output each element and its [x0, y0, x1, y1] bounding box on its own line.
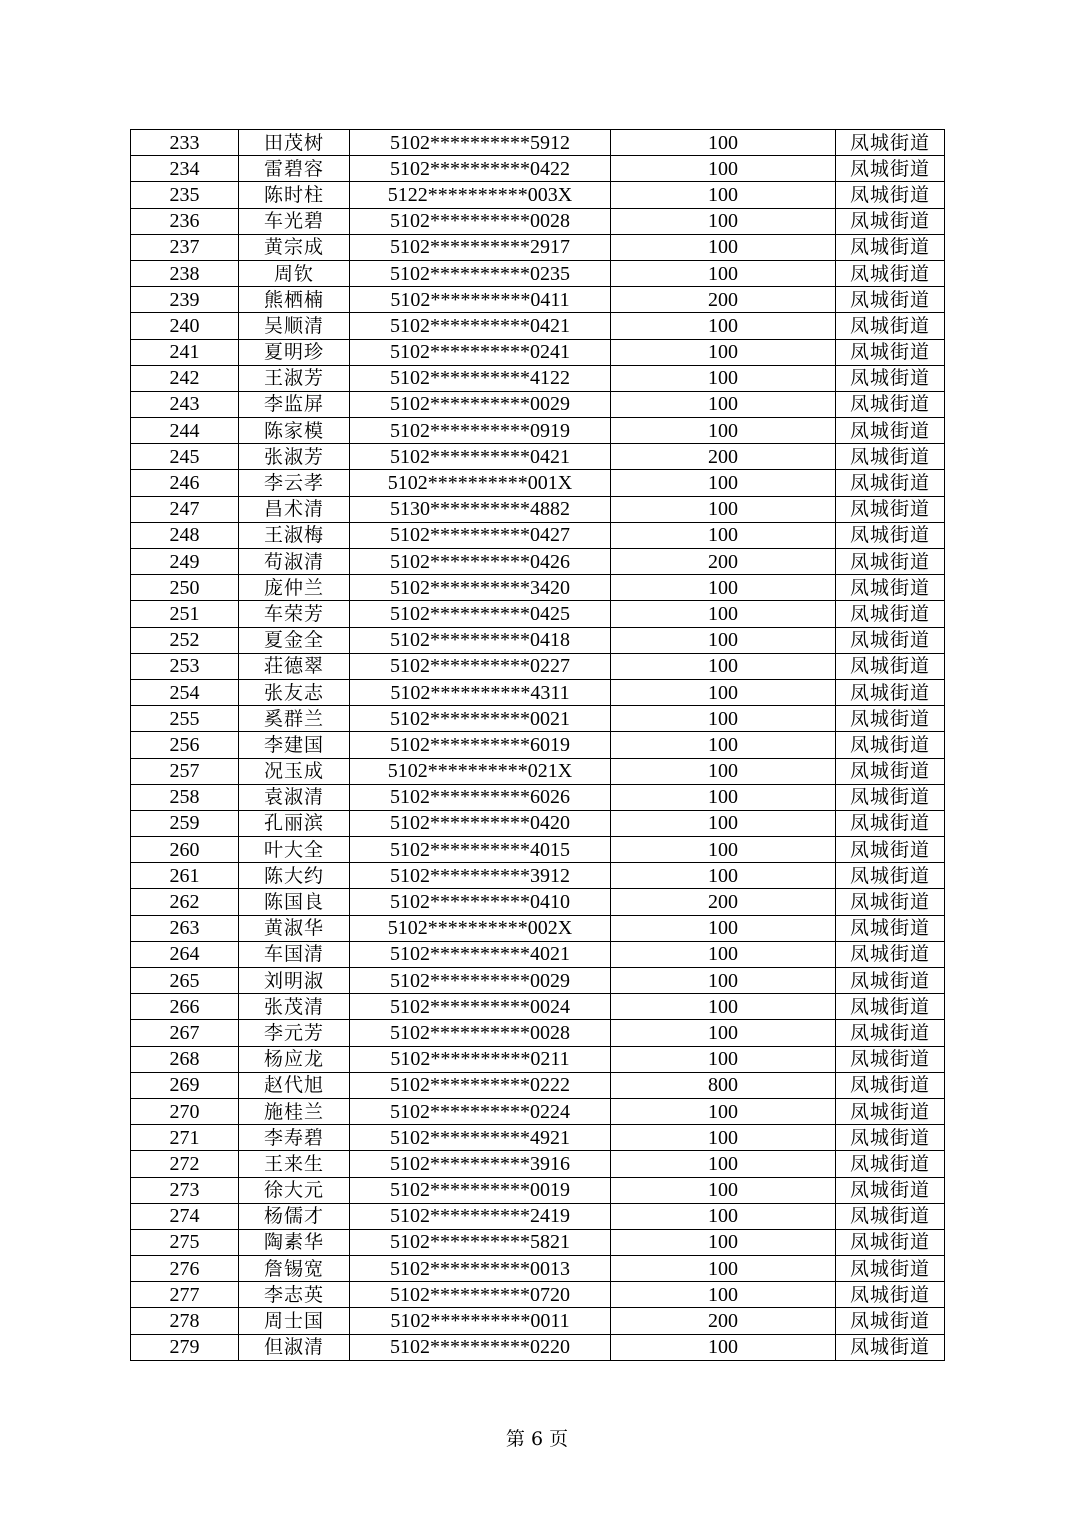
- person-name-cell: 李监屏: [239, 391, 350, 417]
- id-number-cell: 5102**********0024: [350, 994, 611, 1020]
- street-cell: 凤城街道: [836, 208, 945, 234]
- street-cell: 凤城街道: [836, 1151, 945, 1177]
- row-index-cell: 257: [131, 758, 239, 784]
- person-name-cell: 李元芳: [239, 1020, 350, 1046]
- row-index-cell: 275: [131, 1229, 239, 1255]
- table-row: [131, 1177, 945, 1203]
- person-name-cell: 奚群兰: [239, 706, 350, 732]
- id-number-cell: 5102**********0418: [350, 627, 611, 653]
- amount-cell: 100: [611, 1229, 836, 1255]
- row-index-cell: 255: [131, 706, 239, 732]
- amount-cell: 100: [611, 339, 836, 365]
- person-name-cell: 詹锡宽: [239, 1256, 350, 1282]
- person-name-cell: 黄宗成: [239, 234, 350, 260]
- amount-cell: 200: [611, 444, 836, 470]
- amount-cell: 100: [611, 758, 836, 784]
- id-number-cell: 5102**********0427: [350, 522, 611, 548]
- id-number-cell: 5102**********0211: [350, 1046, 611, 1072]
- amount-cell: 100: [611, 968, 836, 994]
- amount-cell: 100: [611, 130, 836, 156]
- street-cell: 凤城街道: [836, 182, 945, 208]
- row-index-cell: 252: [131, 627, 239, 653]
- row-index-cell: 235: [131, 182, 239, 208]
- person-name-cell: 李云孝: [239, 470, 350, 496]
- street-cell: 凤城街道: [836, 1229, 945, 1255]
- row-index-cell: 236: [131, 208, 239, 234]
- amount-cell: 100: [611, 1125, 836, 1151]
- amount-cell: 100: [611, 784, 836, 810]
- amount-cell: 100: [611, 1046, 836, 1072]
- street-cell: 凤城街道: [836, 1072, 945, 1098]
- id-number-cell: 5102**********0013: [350, 1256, 611, 1282]
- person-name-cell: 但淑清: [239, 1334, 350, 1360]
- person-name-cell: 况玉成: [239, 758, 350, 784]
- amount-cell: 100: [611, 496, 836, 522]
- id-number-cell: 5102**********0410: [350, 889, 611, 915]
- table-row: [131, 391, 945, 417]
- amount-cell: 100: [611, 575, 836, 601]
- id-number-cell: 5102**********6026: [350, 784, 611, 810]
- row-index-cell: 239: [131, 287, 239, 313]
- table-row: [131, 1308, 945, 1334]
- person-name-cell: 田茂树: [239, 130, 350, 156]
- roster-table: [130, 129, 945, 1361]
- amount-cell: 100: [611, 313, 836, 339]
- id-number-cell: 5102**********0421: [350, 444, 611, 470]
- amount-cell: 100: [611, 156, 836, 182]
- table-row: [131, 470, 945, 496]
- row-index-cell: 249: [131, 549, 239, 575]
- table-row: [131, 706, 945, 732]
- street-cell: 凤城街道: [836, 234, 945, 260]
- street-cell: 凤城街道: [836, 522, 945, 548]
- amount-cell: 100: [611, 941, 836, 967]
- id-number-cell: 5102**********0224: [350, 1098, 611, 1124]
- row-index-cell: 242: [131, 365, 239, 391]
- id-number-cell: 5102**********4021: [350, 941, 611, 967]
- amount-cell: 100: [611, 1256, 836, 1282]
- street-cell: 凤城街道: [836, 1308, 945, 1334]
- person-name-cell: 车光碧: [239, 208, 350, 234]
- roster-body: [131, 130, 945, 1361]
- person-name-cell: 吴顺清: [239, 313, 350, 339]
- row-index-cell: 277: [131, 1282, 239, 1308]
- person-name-cell: 苟淑清: [239, 549, 350, 575]
- person-name-cell: 施桂兰: [239, 1098, 350, 1124]
- row-index-cell: 278: [131, 1308, 239, 1334]
- table-row: [131, 1020, 945, 1046]
- id-number-cell: 5102**********0235: [350, 260, 611, 286]
- street-cell: 凤城街道: [836, 260, 945, 286]
- person-name-cell: 陶素华: [239, 1229, 350, 1255]
- id-number-cell: 5102**********3916: [350, 1151, 611, 1177]
- amount-cell: 100: [611, 391, 836, 417]
- row-index-cell: 248: [131, 522, 239, 548]
- table-row: [131, 1334, 945, 1360]
- row-index-cell: 266: [131, 994, 239, 1020]
- row-index-cell: 261: [131, 863, 239, 889]
- person-name-cell: 王淑芳: [239, 365, 350, 391]
- row-index-cell: 237: [131, 234, 239, 260]
- amount-cell: 200: [611, 287, 836, 313]
- street-cell: 凤城街道: [836, 679, 945, 705]
- amount-cell: 100: [611, 1020, 836, 1046]
- street-cell: 凤城街道: [836, 968, 945, 994]
- amount-cell: 100: [611, 915, 836, 941]
- street-cell: 凤城街道: [836, 365, 945, 391]
- street-cell: 凤城街道: [836, 915, 945, 941]
- street-cell: 凤城街道: [836, 391, 945, 417]
- id-number-cell: 5102**********0421: [350, 313, 611, 339]
- id-number-cell: 5102**********0919: [350, 418, 611, 444]
- amount-cell: 200: [611, 1308, 836, 1334]
- person-name-cell: 王淑梅: [239, 522, 350, 548]
- amount-cell: 100: [611, 1282, 836, 1308]
- row-index-cell: 238: [131, 260, 239, 286]
- amount-cell: 100: [611, 1203, 836, 1229]
- row-index-cell: 262: [131, 889, 239, 915]
- table-row: [131, 1151, 945, 1177]
- person-name-cell: 张茂清: [239, 994, 350, 1020]
- row-index-cell: 271: [131, 1125, 239, 1151]
- row-index-cell: 250: [131, 575, 239, 601]
- street-cell: 凤城街道: [836, 287, 945, 313]
- amount-cell: 100: [611, 260, 836, 286]
- row-index-cell: 268: [131, 1046, 239, 1072]
- amount-cell: 100: [611, 706, 836, 732]
- person-name-cell: 黄淑华: [239, 915, 350, 941]
- amount-cell: 100: [611, 470, 836, 496]
- person-name-cell: 熊栖楠: [239, 287, 350, 313]
- amount-cell: 100: [611, 418, 836, 444]
- table-row: [131, 313, 945, 339]
- person-name-cell: 王来生: [239, 1151, 350, 1177]
- row-index-cell: 253: [131, 653, 239, 679]
- person-name-cell: 孔丽滨: [239, 810, 350, 836]
- amount-cell: 100: [611, 1098, 836, 1124]
- row-index-cell: 276: [131, 1256, 239, 1282]
- street-cell: 凤城街道: [836, 1125, 945, 1151]
- row-index-cell: 258: [131, 784, 239, 810]
- table-row: [131, 968, 945, 994]
- table-row: [131, 496, 945, 522]
- id-number-cell: 5102**********0411: [350, 287, 611, 313]
- amount-cell: 100: [611, 653, 836, 679]
- person-name-cell: 昌术清: [239, 496, 350, 522]
- row-index-cell: 251: [131, 601, 239, 627]
- table-row: [131, 601, 945, 627]
- street-cell: 凤城街道: [836, 339, 945, 365]
- amount-cell: 200: [611, 549, 836, 575]
- amount-cell: 100: [611, 1151, 836, 1177]
- person-name-cell: 雷碧容: [239, 156, 350, 182]
- id-number-cell: 5102**********4122: [350, 365, 611, 391]
- person-name-cell: 叶大全: [239, 837, 350, 863]
- table-row: [131, 732, 945, 758]
- row-index-cell: 279: [131, 1334, 239, 1360]
- street-cell: 凤城街道: [836, 496, 945, 522]
- table-row: [131, 339, 945, 365]
- person-name-cell: 车荣芳: [239, 601, 350, 627]
- table-row: [131, 758, 945, 784]
- person-name-cell: 夏明珍: [239, 339, 350, 365]
- person-name-cell: 刘明淑: [239, 968, 350, 994]
- row-index-cell: 273: [131, 1177, 239, 1203]
- amount-cell: 100: [611, 679, 836, 705]
- person-name-cell: 周钦: [239, 260, 350, 286]
- amount-cell: 100: [611, 994, 836, 1020]
- row-index-cell: 241: [131, 339, 239, 365]
- table-row: [131, 1256, 945, 1282]
- id-number-cell: 5102**********0028: [350, 1020, 611, 1046]
- table-row: [131, 863, 945, 889]
- table-row: [131, 1282, 945, 1308]
- street-cell: 凤城街道: [836, 1177, 945, 1203]
- row-index-cell: 274: [131, 1203, 239, 1229]
- street-cell: 凤城街道: [836, 1046, 945, 1072]
- street-cell: 凤城街道: [836, 313, 945, 339]
- table-row: [131, 182, 945, 208]
- table-row: [131, 1125, 945, 1151]
- amount-cell: 100: [611, 732, 836, 758]
- street-cell: 凤城街道: [836, 1334, 945, 1360]
- amount-cell: 100: [611, 1334, 836, 1360]
- row-index-cell: 245: [131, 444, 239, 470]
- row-index-cell: 267: [131, 1020, 239, 1046]
- street-cell: 凤城街道: [836, 156, 945, 182]
- id-number-cell: 5102**********5821: [350, 1229, 611, 1255]
- id-number-cell: 5102**********0029: [350, 968, 611, 994]
- row-index-cell: 270: [131, 1098, 239, 1124]
- person-name-cell: 徐大元: [239, 1177, 350, 1203]
- table-row: [131, 1203, 945, 1229]
- id-number-cell: 5102**********0720: [350, 1282, 611, 1308]
- person-name-cell: 陈大约: [239, 863, 350, 889]
- table-row: [131, 365, 945, 391]
- table-row: [131, 156, 945, 182]
- street-cell: 凤城街道: [836, 1020, 945, 1046]
- id-number-cell: 5102**********021X: [350, 758, 611, 784]
- table-row: [131, 994, 945, 1020]
- street-cell: 凤城街道: [836, 653, 945, 679]
- id-number-cell: 5102**********0422: [350, 156, 611, 182]
- row-index-cell: 263: [131, 915, 239, 941]
- id-number-cell: 5102**********4015: [350, 837, 611, 863]
- person-name-cell: 张友志: [239, 679, 350, 705]
- row-index-cell: 246: [131, 470, 239, 496]
- row-index-cell: 244: [131, 418, 239, 444]
- id-number-cell: 5102**********0420: [350, 810, 611, 836]
- table-row: [131, 837, 945, 863]
- table-row: [131, 1229, 945, 1255]
- street-cell: 凤城街道: [836, 889, 945, 915]
- street-cell: 凤城街道: [836, 1282, 945, 1308]
- amount-cell: 100: [611, 208, 836, 234]
- table-row: [131, 130, 945, 156]
- amount-cell: 100: [611, 810, 836, 836]
- row-index-cell: 272: [131, 1151, 239, 1177]
- id-number-cell: 5102**********0227: [350, 653, 611, 679]
- person-name-cell: 陈家模: [239, 418, 350, 444]
- amount-cell: 100: [611, 1177, 836, 1203]
- id-number-cell: 5102**********0425: [350, 601, 611, 627]
- person-name-cell: 周士国: [239, 1308, 350, 1334]
- id-number-cell: 5102**********3912: [350, 863, 611, 889]
- street-cell: 凤城街道: [836, 130, 945, 156]
- row-index-cell: 269: [131, 1072, 239, 1098]
- person-name-cell: 袁淑清: [239, 784, 350, 810]
- street-cell: 凤城街道: [836, 784, 945, 810]
- row-index-cell: 234: [131, 156, 239, 182]
- amount-cell: 100: [611, 234, 836, 260]
- id-number-cell: 5102**********0019: [350, 1177, 611, 1203]
- street-cell: 凤城街道: [836, 627, 945, 653]
- id-number-cell: 5102**********0241: [350, 339, 611, 365]
- person-name-cell: 陈时柱: [239, 182, 350, 208]
- person-name-cell: 李寿碧: [239, 1125, 350, 1151]
- street-cell: 凤城街道: [836, 994, 945, 1020]
- table-row: [131, 260, 945, 286]
- amount-cell: 100: [611, 601, 836, 627]
- street-cell: 凤城街道: [836, 941, 945, 967]
- id-number-cell: 5102**********0021: [350, 706, 611, 732]
- row-index-cell: 264: [131, 941, 239, 967]
- table-row: [131, 444, 945, 470]
- person-name-cell: 张淑芳: [239, 444, 350, 470]
- table-row: [131, 889, 945, 915]
- table-row: [131, 575, 945, 601]
- person-name-cell: 庞仲兰: [239, 575, 350, 601]
- id-number-cell: 5102**********001X: [350, 470, 611, 496]
- id-number-cell: 5102**********0028: [350, 208, 611, 234]
- amount-cell: 100: [611, 182, 836, 208]
- row-index-cell: 247: [131, 496, 239, 522]
- street-cell: 凤城街道: [836, 1203, 945, 1229]
- id-number-cell: 5130**********4882: [350, 496, 611, 522]
- id-number-cell: 5102**********0426: [350, 549, 611, 575]
- row-index-cell: 254: [131, 679, 239, 705]
- person-name-cell: 李建国: [239, 732, 350, 758]
- row-index-cell: 265: [131, 968, 239, 994]
- person-name-cell: 李志英: [239, 1282, 350, 1308]
- amount-cell: 100: [611, 365, 836, 391]
- row-index-cell: 259: [131, 810, 239, 836]
- table-row: [131, 1072, 945, 1098]
- street-cell: 凤城街道: [836, 601, 945, 627]
- amount-cell: 100: [611, 837, 836, 863]
- id-number-cell: 5102**********2419: [350, 1203, 611, 1229]
- street-cell: 凤城街道: [836, 1256, 945, 1282]
- table-row: [131, 784, 945, 810]
- row-index-cell: 240: [131, 313, 239, 339]
- table-row: [131, 941, 945, 967]
- street-cell: 凤城街道: [836, 575, 945, 601]
- id-number-cell: 5102**********5912: [350, 130, 611, 156]
- id-number-cell: 5102**********0220: [350, 1334, 611, 1360]
- street-cell: 凤城街道: [836, 444, 945, 470]
- row-index-cell: 260: [131, 837, 239, 863]
- id-number-cell: 5102**********6019: [350, 732, 611, 758]
- table-row: [131, 915, 945, 941]
- amount-cell: 100: [611, 863, 836, 889]
- street-cell: 凤城街道: [836, 549, 945, 575]
- street-cell: 凤城街道: [836, 837, 945, 863]
- street-cell: 凤城街道: [836, 863, 945, 889]
- row-index-cell: 256: [131, 732, 239, 758]
- page-number: 第 6 页: [505, 1428, 569, 1450]
- street-cell: 凤城街道: [836, 706, 945, 732]
- street-cell: 凤城街道: [836, 758, 945, 784]
- person-name-cell: 杨儒才: [239, 1203, 350, 1229]
- table-row: [131, 208, 945, 234]
- id-number-cell: 5102**********4921: [350, 1125, 611, 1151]
- table-row: [131, 1046, 945, 1072]
- id-number-cell: 5102**********0029: [350, 391, 611, 417]
- table-row: [131, 810, 945, 836]
- table-row: [131, 234, 945, 260]
- row-index-cell: 243: [131, 391, 239, 417]
- table-row: [131, 287, 945, 313]
- person-name-cell: 杨应龙: [239, 1046, 350, 1072]
- table-row: [131, 627, 945, 653]
- person-name-cell: 陈国良: [239, 889, 350, 915]
- amount-cell: 800: [611, 1072, 836, 1098]
- amount-cell: 100: [611, 627, 836, 653]
- table-row: [131, 653, 945, 679]
- id-number-cell: 5102**********0011: [350, 1308, 611, 1334]
- street-cell: 凤城街道: [836, 418, 945, 444]
- amount-cell: 100: [611, 522, 836, 548]
- table-row: [131, 418, 945, 444]
- table-row: [131, 549, 945, 575]
- person-name-cell: 赵代旭: [239, 1072, 350, 1098]
- id-number-cell: 5102**********3420: [350, 575, 611, 601]
- person-name-cell: 夏金全: [239, 627, 350, 653]
- id-number-cell: 5102**********0222: [350, 1072, 611, 1098]
- street-cell: 凤城街道: [836, 732, 945, 758]
- person-name-cell: 荘德翠: [239, 653, 350, 679]
- table-row: [131, 679, 945, 705]
- id-number-cell: 5102**********4311: [350, 679, 611, 705]
- id-number-cell: 5102**********002X: [350, 915, 611, 941]
- amount-cell: 200: [611, 889, 836, 915]
- person-name-cell: 车国清: [239, 941, 350, 967]
- table-row: [131, 522, 945, 548]
- street-cell: 凤城街道: [836, 810, 945, 836]
- table-row: [131, 1098, 945, 1124]
- id-number-cell: 5102**********2917: [350, 234, 611, 260]
- id-number-cell: 5122**********003X: [350, 182, 611, 208]
- street-cell: 凤城街道: [836, 470, 945, 496]
- street-cell: 凤城街道: [836, 1098, 945, 1124]
- row-index-cell: 233: [131, 130, 239, 156]
